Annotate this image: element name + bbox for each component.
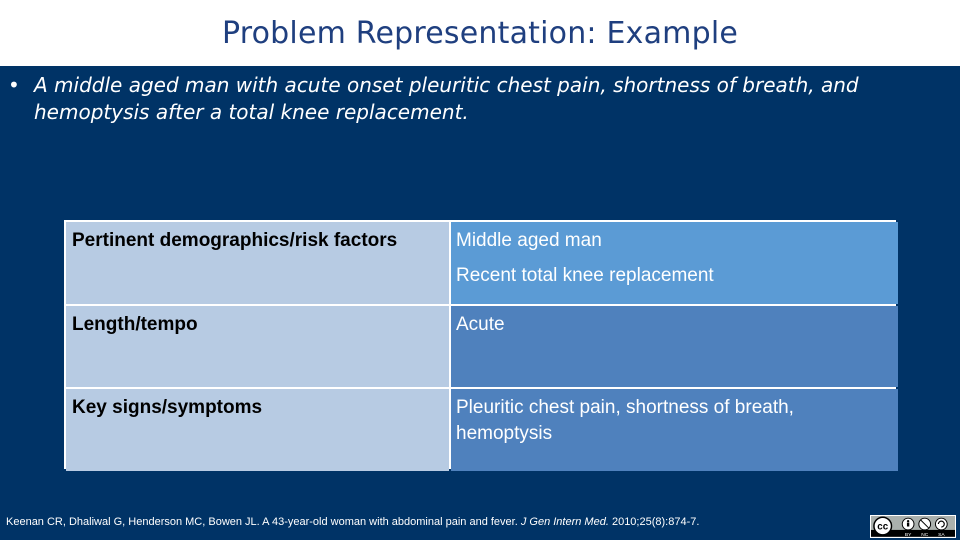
citation-authors: Keenan CR, Dhaliwal G, Henderson MC, Bowen JL. A 43-year-old woman with abdominal pain and fever. [6,516,518,528]
table-row-value [451,222,898,304]
nc-label: NC [921,532,929,537]
value-line: Recent total knee replacement [456,265,714,286]
problem-representation-table [64,220,896,469]
bullet-symbol: • [8,73,20,97]
bullet-point [8,72,938,126]
value-line: Acute [456,314,505,335]
slide-title: Problem Representation: Example [221,15,739,51]
cc-license-badge[interactable] [870,515,956,538]
table-row-value [451,389,898,471]
value-line: Middle aged man [456,230,602,251]
citation [6,516,699,528]
table-row-label: Key signs/symptoms [66,389,449,471]
table-row-label: Length/tempo [66,306,449,387]
citation-details: 2010;25(8):874-7. [611,516,700,528]
sa-label: SA [938,532,945,537]
by-label: BY [904,532,912,537]
table-row-value [451,306,898,387]
bullet-text: A middle aged man with acute onset pleuritic chest pain, shortness of breath, and hemoptysis after a total knee replacement. [34,73,859,124]
value-line: Pleuritic chest pain, shortness of breath, hemoptysis [456,397,794,444]
title-bar [0,0,960,66]
table-row-label: Pertinent demographics/risk factors [66,222,449,304]
cc-by-nc-sa-icon [871,516,955,537]
cc-label: cc [877,521,889,533]
citation-journal: J Gen Intern Med. [520,516,609,528]
